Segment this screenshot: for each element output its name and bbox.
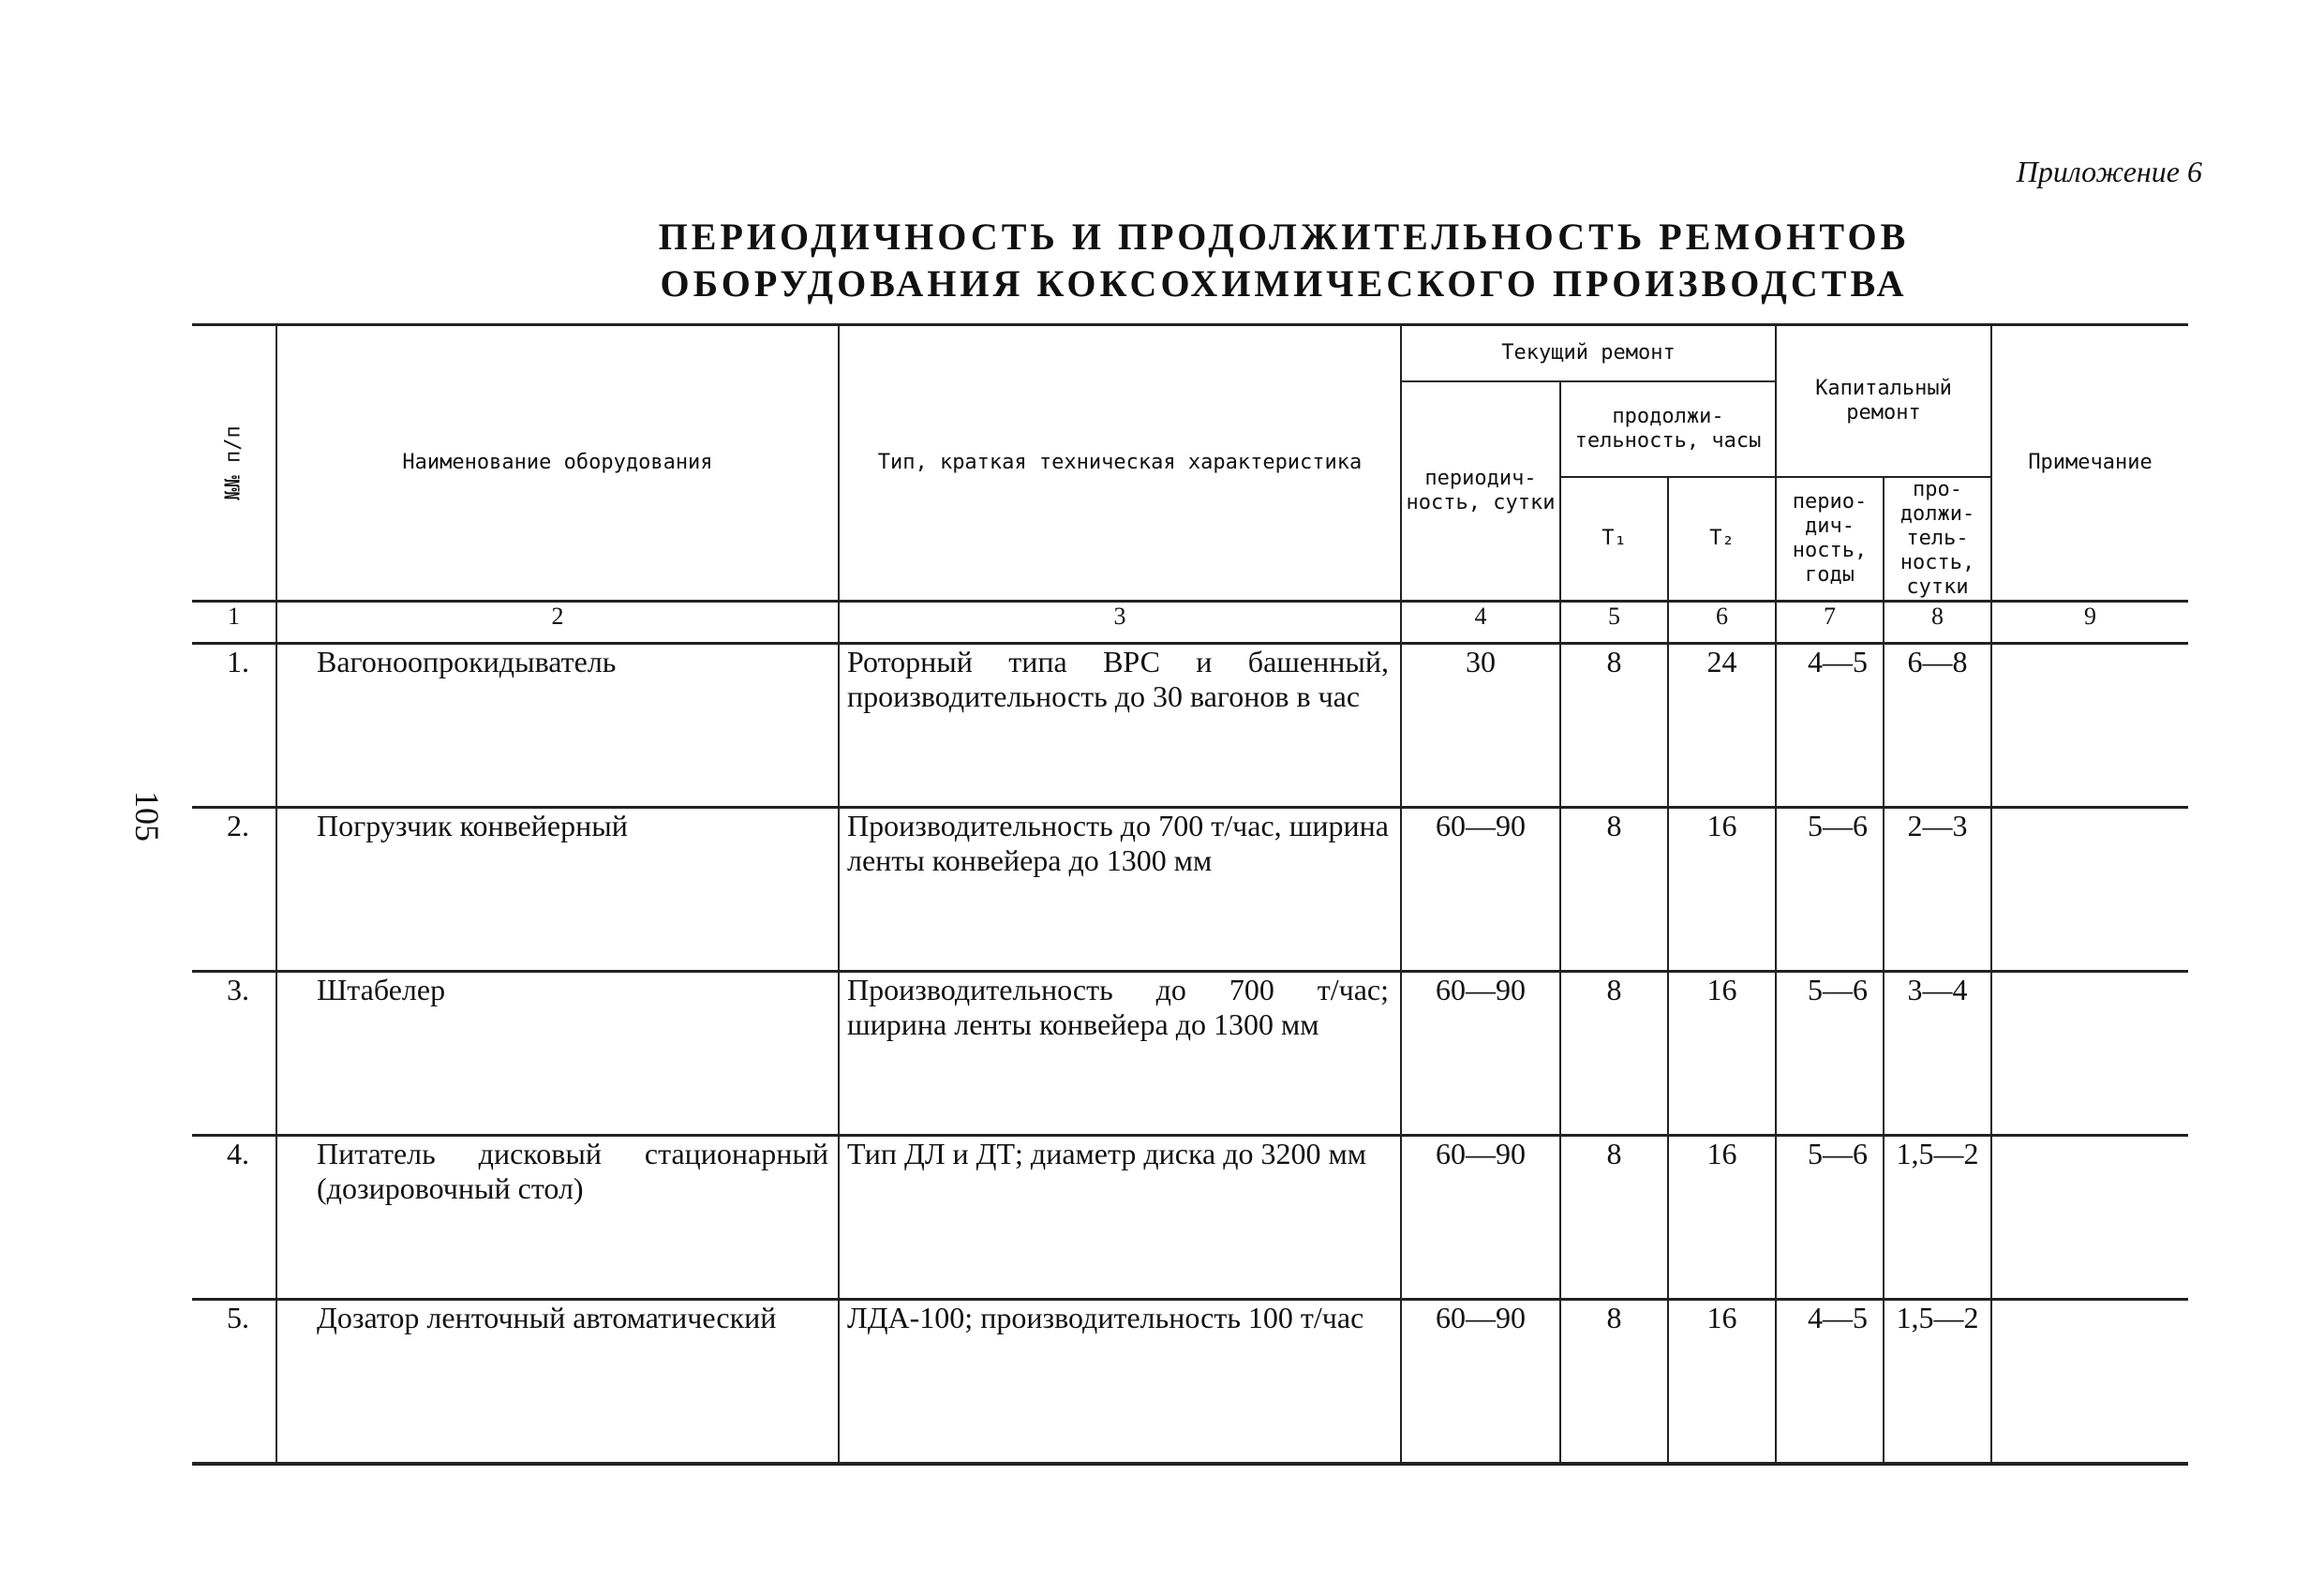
column-number: 2: [276, 602, 839, 644]
current-period: 60—90: [1401, 1136, 1560, 1300]
row-number: 4.: [192, 1136, 276, 1300]
row-number: 2.: [192, 808, 276, 972]
current-period: 30: [1401, 644, 1560, 808]
header-current-repair: Текущий ремонт: [1401, 325, 1776, 382]
capital-duration: 3—4: [1884, 972, 1991, 1136]
table-row: [192, 1136, 2188, 1300]
current-period: 60—90: [1401, 1300, 1560, 1465]
capital-duration: 6—8: [1884, 644, 1991, 808]
row-number: 3.: [192, 972, 276, 1136]
appendix-label: Приложение 6: [2016, 155, 2202, 188]
capital-duration: 2—3: [1884, 808, 1991, 972]
column-numbers-row: [192, 602, 2188, 644]
capital-duration: 1,5—2: [1884, 1136, 1991, 1300]
equipment-name: Питатель дисковый стационарный (дозировочный стол): [276, 1136, 839, 1300]
capital-duration: 1,5—2: [1884, 1300, 1991, 1465]
equipment-type: Производительность до 700 т/час, ширина ленты конвейера до 1300 мм: [839, 808, 1401, 972]
current-t1: 8: [1560, 1136, 1668, 1300]
header-name: Наименование оборудования: [276, 325, 839, 602]
header-current-period: периодич-ность, сутки: [1401, 381, 1560, 602]
title-line-1: ПЕРИОДИЧНОСТЬ И ПРОДОЛЖИТЕЛЬНОСТЬ РЕМОНТОВ: [658, 216, 1910, 258]
note: [1991, 644, 2188, 808]
note: [1991, 1136, 2188, 1300]
header-capital-duration: про-должи-тель-ность, сутки: [1884, 477, 1991, 602]
repair-schedule-table: [192, 323, 2188, 1466]
header-capital-repair: Капитальный ремонт: [1776, 325, 1991, 478]
note: [1991, 972, 2188, 1136]
current-t2: 24: [1668, 644, 1776, 808]
header-type: Тип, краткая техническая характеристика: [839, 325, 1401, 602]
header-num: №№ п/п: [192, 325, 276, 602]
table-row: [192, 972, 2188, 1136]
capital-period: 5—6: [1776, 1136, 1884, 1300]
table-row: [192, 644, 2188, 808]
capital-period: 4—5: [1776, 644, 1884, 808]
capital-period: 5—6: [1776, 972, 1884, 1136]
current-t2: 16: [1668, 1136, 1776, 1300]
current-t1: 8: [1560, 644, 1668, 808]
column-number: 7: [1776, 602, 1884, 644]
header-current-duration: продолжи-тельность, часы: [1560, 381, 1776, 477]
current-t1: 8: [1560, 972, 1668, 1136]
title-line-2: ОБОРУДОВАНИЯ КОКСОХИМИЧЕСКОГО ПРОИЗВОДСТВА: [660, 262, 1908, 305]
column-number: 8: [1884, 602, 1991, 644]
equipment-name: Штабелер: [276, 972, 839, 1136]
column-number: 3: [839, 602, 1401, 644]
capital-period: 4—5: [1776, 1300, 1884, 1465]
column-number: 9: [1991, 602, 2188, 644]
equipment-name: Погрузчик конвейерный: [276, 808, 839, 972]
header-t1: T₁: [1560, 477, 1668, 602]
capital-period: 5—6: [1776, 808, 1884, 972]
current-t2: 16: [1668, 972, 1776, 1136]
column-number: 1: [192, 602, 276, 644]
document-title: [187, 214, 2324, 307]
header-note: Примечание: [1991, 325, 2188, 602]
note: [1991, 1300, 2188, 1465]
column-number: 5: [1560, 602, 1668, 644]
current-period: 60—90: [1401, 972, 1560, 1136]
column-number: 4: [1401, 602, 1560, 644]
equipment-name: Дозатор ленточный автоматический: [276, 1300, 839, 1465]
current-period: 60—90: [1401, 808, 1560, 972]
page-number: 105: [128, 791, 166, 842]
row-number: 1.: [192, 644, 276, 808]
row-number: 5.: [192, 1300, 276, 1465]
header-t2: T₂: [1668, 477, 1776, 602]
current-t1: 8: [1560, 808, 1668, 972]
equipment-type: Роторный типа ВРС и башенный, производительность до 30 вагонов в час: [839, 644, 1401, 808]
table-row: [192, 1300, 2188, 1465]
equipment-type: Производительность до 700 т/час; ширина ленты конвейера до 1300 мм: [839, 972, 1401, 1136]
current-t2: 16: [1668, 808, 1776, 972]
equipment-name: Вагоноопрокидыватель: [276, 644, 839, 808]
table-row: [192, 808, 2188, 972]
current-t2: 16: [1668, 1300, 1776, 1465]
equipment-type: ЛДА-100; производительность 100 т/час: [839, 1300, 1401, 1465]
note: [1991, 808, 2188, 972]
equipment-type: Тип ДЛ и ДТ; диаметр диска до 3200 мм: [839, 1136, 1401, 1300]
current-t1: 8: [1560, 1300, 1668, 1465]
column-number: 6: [1668, 602, 1776, 644]
header-capital-period: перио-дич-ность, годы: [1776, 477, 1884, 602]
